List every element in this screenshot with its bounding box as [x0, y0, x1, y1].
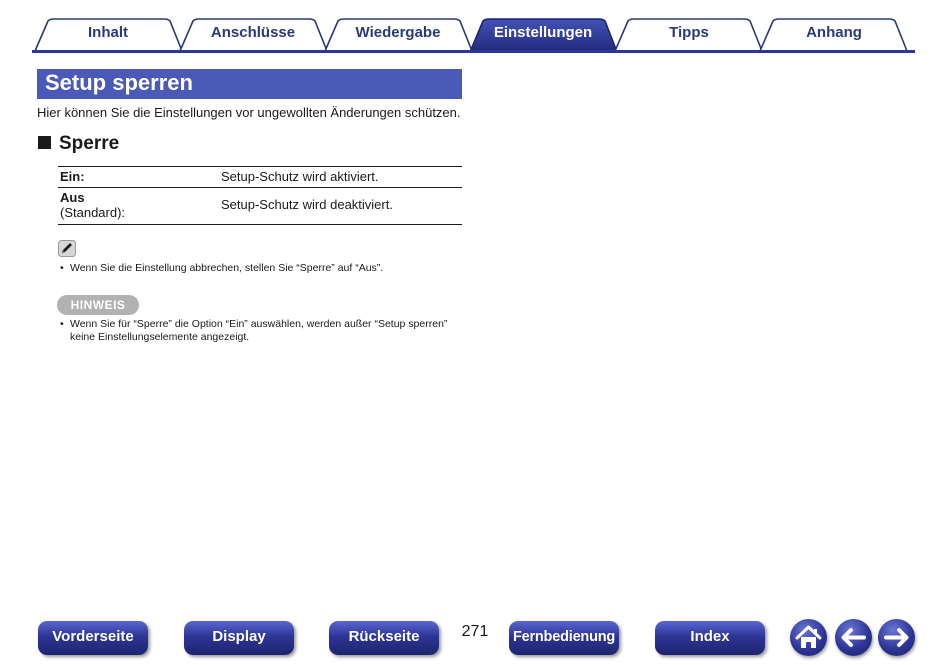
bullet-dot: • [60, 318, 64, 330]
tab-anhang[interactable]: Anhang [806, 24, 862, 41]
option-sub-label: (Standard): [60, 205, 126, 220]
pencil-icon [58, 240, 76, 257]
tab-bar [32, 17, 915, 53]
index-button[interactable]: Index [655, 621, 765, 655]
note-text: Wenn Sie die Einstellung abbrechen, stellen Sie “Sperre” auf “Aus”. [70, 262, 384, 274]
page-title: Setup sperren [45, 70, 193, 95]
page-title-bar [37, 69, 462, 99]
page-number: 271 [461, 623, 489, 640]
bullet-dot: • [60, 262, 64, 274]
arrow-right-icon [878, 619, 915, 656]
vorderseite-button[interactable]: Vorderseite [38, 621, 148, 655]
fernbedienung-button[interactable]: Fernbedienung [509, 621, 619, 655]
hinweis-badge: HINWEIS [57, 295, 139, 315]
arrow-left-icon [835, 619, 872, 656]
tab-wiedergabe[interactable]: Wiedergabe [355, 24, 441, 41]
option-description: Setup-Schutz wird aktiviert. [221, 169, 379, 184]
option-label: Aus [60, 190, 85, 205]
display-button[interactable]: Display [184, 621, 294, 655]
tab-einstellungen[interactable]: Einstellungen [493, 24, 593, 41]
settings-table [58, 166, 462, 225]
table-row [58, 166, 462, 187]
tab-inhalt[interactable]: Inhalt [88, 24, 128, 41]
option-cell [60, 190, 125, 220]
forward-button[interactable] [878, 619, 915, 656]
option-description: Setup-Schutz wird deaktiviert. [221, 197, 393, 212]
hinweis-text: Wenn Sie für “Sperre” die Option “Ein” auswählen, werden außer “Setup sperren” keine Einstellungselemente angezeigt. [70, 318, 448, 343]
tab-baseline [32, 50, 915, 53]
home-button[interactable] [790, 619, 827, 656]
rueckseite-button[interactable]: Rückseite [329, 621, 439, 655]
tab-anschluesse[interactable]: Anschlüsse [210, 24, 296, 41]
option-label: Ein: [60, 169, 85, 184]
back-button[interactable] [835, 619, 872, 656]
table-row [58, 187, 462, 225]
square-bullet-icon [38, 136, 51, 149]
tab-tipps[interactable]: Tipps [669, 24, 709, 41]
section-title: Sperre [59, 133, 120, 154]
intro-text: Hier können Sie die Einstellungen vor ungewollten Änderungen schützen. [37, 105, 461, 120]
home-icon [790, 619, 827, 656]
